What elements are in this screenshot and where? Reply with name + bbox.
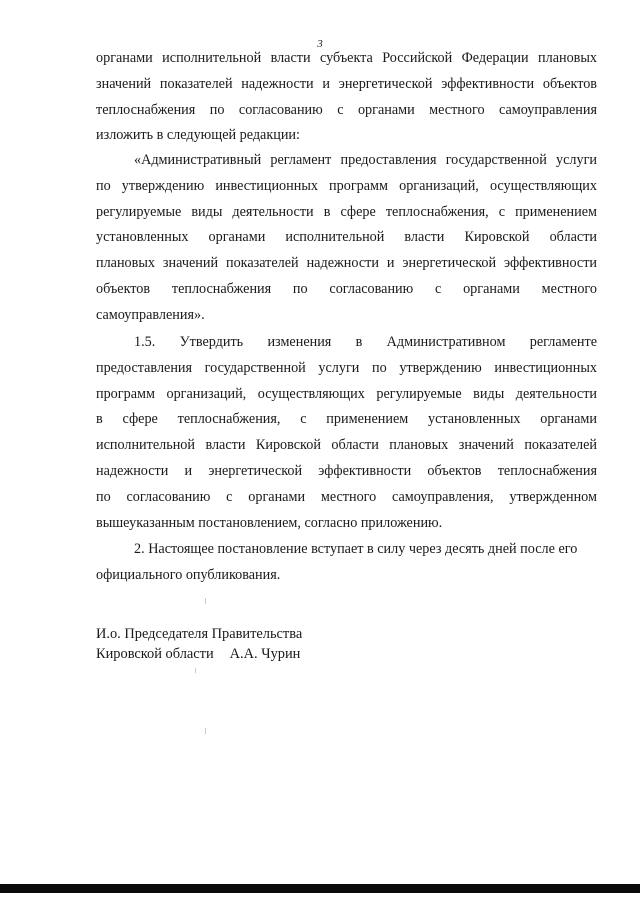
paragraph-quote (96, 148, 597, 329)
scan-speck (205, 728, 206, 734)
scan-speck (205, 598, 206, 604)
text-line: предоставления государственной услуги по утверждению инвестиционных (96, 359, 597, 376)
scan-edge-bar (0, 884, 640, 893)
text-line: «Административный регламент предоставления государственной услуги (134, 152, 597, 168)
paragraph-2 (96, 537, 597, 589)
text-line: в сфере теплоснабжения, с применением установленных органами (96, 411, 597, 428)
text-line: органами исполнительной власти субъекта Российской Федерации плановых (96, 50, 597, 66)
text-line: изложить в следующей редакции: (96, 127, 300, 144)
text-line: теплоснабжения по согласованию с органами местного самоуправления (96, 101, 597, 118)
text-line: плановых значений показателей надежности и энергетической эффективности (96, 255, 597, 272)
text-line: исполнительной власти Кировской области плановых значений показателей (96, 437, 597, 454)
text-line: значений показателей надежности и энергетической эффективности объектов (96, 75, 597, 92)
paragraph-1-5 (96, 330, 597, 536)
text-line: программ организаций, осуществляющих регулируемые виды деятельности (96, 385, 597, 402)
text-line: объектов теплоснабжения по согласованию с органами местного (96, 280, 597, 297)
signatory-line (96, 644, 302, 664)
text-line: 2. Настоящее постановление вступает в силу через десять дней после его (134, 541, 578, 557)
scan-speck (195, 668, 196, 673)
text-line: регулируемые виды деятельности в сфере теплоснабжения, с применением (96, 203, 597, 220)
text-line: установленных органами исполнительной власти Кировской области (96, 229, 597, 246)
page-number: 3 (317, 38, 323, 50)
signature-block (96, 624, 302, 664)
text-line: надежности и энергетической эффективности объектов теплоснабжения (96, 462, 597, 479)
paragraph-continuation (96, 46, 597, 149)
text-line: официального опубликования. (96, 566, 281, 583)
signatory-title: И.о. Председателя Правительства (96, 626, 303, 642)
text-line: 1.5. Утвердить изменения в Административном регламенте (134, 334, 597, 350)
text-line: вышеуказанным постановлением, согласно приложению. (96, 514, 443, 531)
signatory-region: Кировской области (96, 646, 214, 662)
text-line: по согласованию с органами местного самоуправления, утвержденном (96, 488, 597, 505)
signatory-name: А.А. Чурин (229, 646, 301, 662)
text-line: самоуправления». (96, 306, 205, 323)
text-line: по утверждению инвестиционных программ организаций, осуществляющих (96, 177, 597, 194)
